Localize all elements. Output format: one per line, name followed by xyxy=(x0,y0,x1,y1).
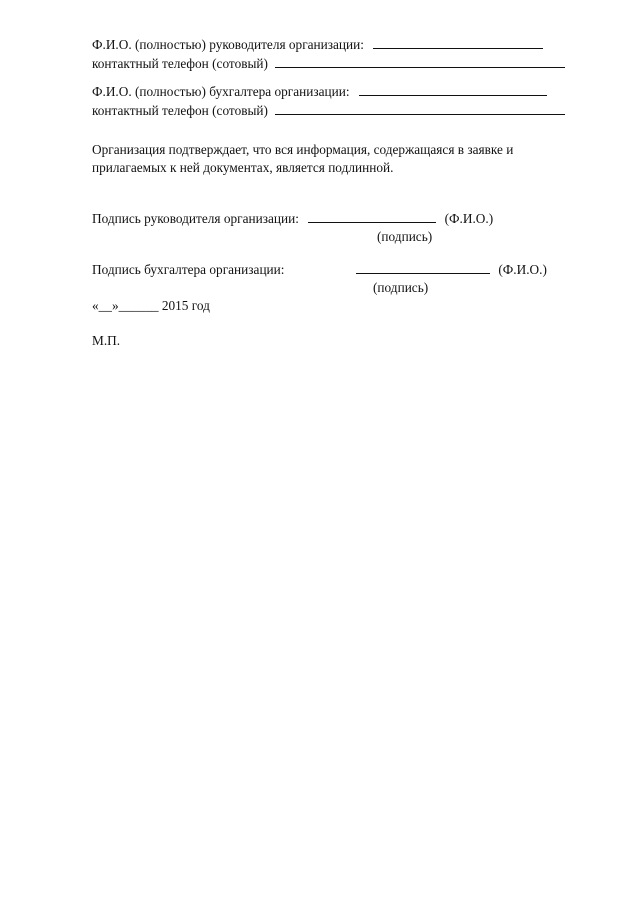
accountant-fio-label: (Ф.И.О.) xyxy=(498,262,547,277)
director-signature-row xyxy=(92,211,493,227)
accountant-signature-field xyxy=(356,262,547,278)
accountant-phone-row xyxy=(92,103,565,119)
accountant-phone-label: контактный телефон (сотовый) xyxy=(92,103,268,118)
accountant-phone-blank[interactable] xyxy=(275,103,565,115)
date-year: 2015 год xyxy=(161,298,210,313)
stamp-place: М.П. xyxy=(92,333,121,348)
director-phone-blank[interactable] xyxy=(275,56,565,68)
director-signature-blank[interactable] xyxy=(308,211,436,223)
accountant-name-row xyxy=(92,84,547,100)
accountant-signature-blank[interactable] xyxy=(356,262,490,274)
confirmation-line-2: прилагаемых к ней документах, является подлинной. xyxy=(92,160,394,175)
director-name-row xyxy=(92,37,543,53)
director-signature-label: Подпись руководителя организации: xyxy=(92,211,299,226)
date-month[interactable]: ______ xyxy=(118,298,159,313)
accountant-signature-caption: (подпись) xyxy=(373,280,429,295)
accountant-signature-row xyxy=(92,262,285,278)
date-day[interactable]: «__» xyxy=(92,298,119,313)
director-name-label: Ф.И.О. (полностью) руководителя организации: xyxy=(92,37,364,52)
date-row xyxy=(92,298,210,314)
accountant-name-label: Ф.И.О. (полностью) бухгалтера организации: xyxy=(92,84,350,99)
director-phone-row xyxy=(92,56,565,72)
director-signature-caption: (подпись) xyxy=(377,229,433,244)
director-name-blank[interactable] xyxy=(373,37,543,49)
director-phone-label: контактный телефон (сотовый) xyxy=(92,56,268,71)
director-fio-label: (Ф.И.О.) xyxy=(444,211,494,226)
confirmation-line-1: Организация подтверждает, что вся информация, содержащаяся в заявке и xyxy=(92,142,514,157)
accountant-signature-label: Подпись бухгалтера организации: xyxy=(92,262,285,277)
accountant-name-blank[interactable] xyxy=(359,84,547,96)
